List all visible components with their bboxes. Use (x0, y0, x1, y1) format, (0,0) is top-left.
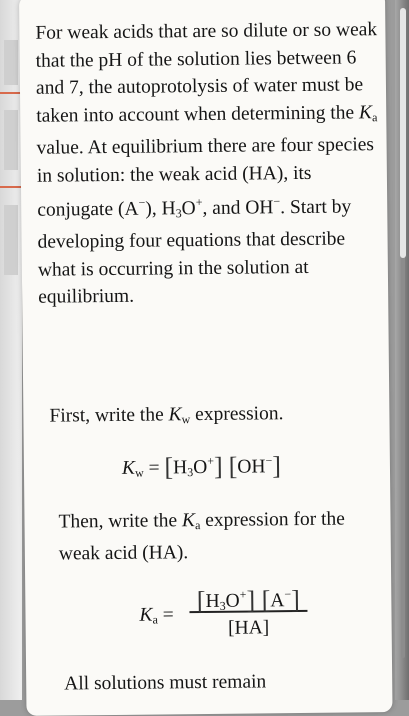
equation-text: OH (237, 456, 266, 478)
scrollbar-thumb[interactable] (400, 8, 406, 258)
ka-symbol: K (181, 510, 196, 532)
footer-text: All solutions must remain (64, 671, 267, 695)
bracket: ] (246, 585, 256, 615)
ka-instruction (58, 505, 379, 568)
ka-subscript: a (152, 612, 158, 627)
equation-text: H (172, 457, 188, 479)
fraction-numerator (189, 579, 307, 616)
ka-lead-text: expression for the weak acid (HA). (58, 508, 346, 565)
subscript: 3 (175, 205, 182, 220)
bracket: [ (228, 451, 238, 481)
intro-text: Start by developing four equations that describe what is occurring in the solution at equilibrium. (37, 196, 352, 309)
intro-text: For weak acids that are so dilute or so weak that the pH of the solution lies between 6 and 7, the autoprotolysis of water must be taken into account when determining the (35, 19, 378, 127)
intro-paragraph (35, 16, 383, 312)
kw-symbol: K (121, 457, 136, 479)
ka-equation (139, 579, 330, 651)
kw-instruction (49, 399, 379, 434)
left-edge-strip (0, 0, 22, 700)
subscript: 3 (219, 598, 226, 613)
kw-equation (122, 451, 281, 483)
bracket: [ (254, 585, 271, 615)
ka-lead-text: Then, write the (58, 510, 183, 533)
ka-subscript: a (194, 518, 201, 533)
equation-text: H (205, 590, 220, 612)
superscript: + (207, 453, 215, 468)
bracket: ] (291, 585, 301, 615)
ka-symbol: K (139, 604, 153, 626)
subscript: 3 (187, 465, 194, 480)
bracket: ] (213, 451, 223, 481)
equals-sign: = (143, 457, 165, 479)
intro-text: . (280, 196, 286, 218)
equation-text: A (270, 590, 285, 612)
edge-accent-line (0, 186, 22, 188)
superscript: − (284, 587, 292, 602)
edge-strip-block (4, 205, 18, 275)
kw-lead-text: expression. (190, 403, 284, 426)
superscript: + (239, 587, 247, 602)
intro-text: ), H (145, 197, 176, 220)
equation-text: O (225, 590, 240, 612)
intro-text: O (181, 197, 196, 219)
right-edge-strip (395, 0, 409, 700)
edge-strip-block (4, 110, 18, 170)
intro-text: value. At equilibrium there are four species in solution: the weak acid (HA), its conjugate (A (36, 134, 375, 221)
intro-text: , and OH (202, 196, 274, 219)
superscript: + (195, 194, 203, 209)
kw-subscript: w (134, 465, 144, 480)
superscript: − (138, 195, 146, 210)
bracket: ] (272, 451, 282, 481)
superscript: − (265, 453, 273, 468)
problem-card (19, 0, 393, 716)
kw-lead-text: First, write the (49, 404, 169, 427)
edge-accent-line (0, 92, 22, 94)
ka-equation-lhs (139, 604, 178, 627)
superscript: − (273, 193, 281, 208)
equals-sign: = (157, 604, 179, 626)
bracket: [ (164, 452, 174, 482)
ka-subscript: a (371, 109, 378, 125)
kw-symbol: K (168, 404, 182, 426)
equation-text: O (193, 456, 208, 479)
ka-fraction (189, 579, 308, 642)
kw-subscript: w (181, 412, 191, 427)
edge-strip-block (4, 40, 18, 85)
fraction-denominator: [HA] (227, 616, 270, 639)
bracket: [ (196, 585, 206, 616)
ka-symbol: K (358, 102, 373, 124)
